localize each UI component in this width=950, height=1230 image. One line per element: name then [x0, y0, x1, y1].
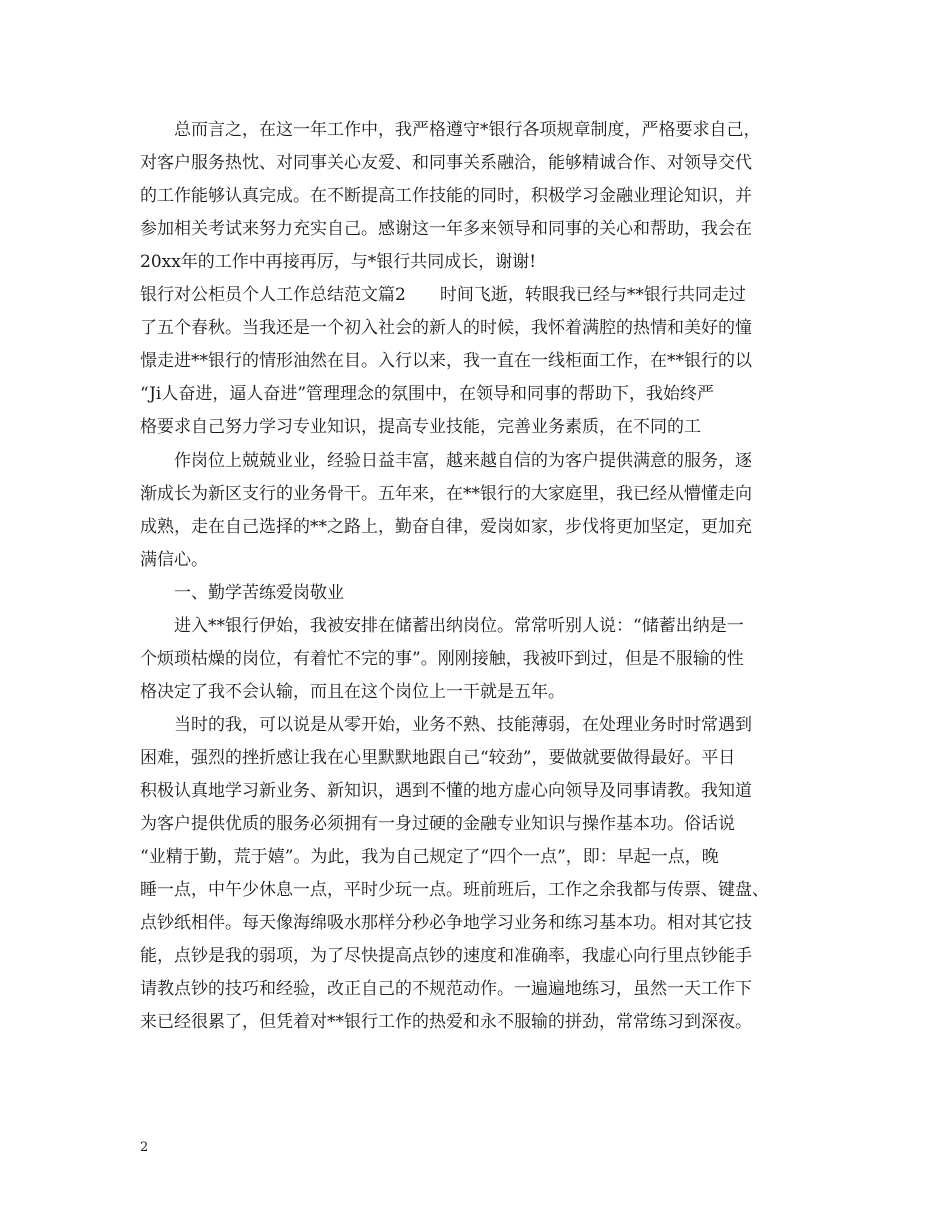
document-body — [140, 114, 820, 1039]
text-line: 对客户服务热忱、对同事关心友爱、和同事关系融洽，能够精诚合作、对领导交代 — [140, 153, 752, 173]
text-line: 请教点钞的技巧和经验，改正自己的不规范动作。一遍遍地练习，虽然一天工作下 — [140, 979, 752, 999]
text-line: 为客户提供优质的服务必须拥有一身过硬的金融专业知识与操作基本功。俗话说 — [140, 814, 735, 834]
text-line: 作岗位上兢兢业业，经验日益丰富，越来越自信的为客户提供满意的服务，逐 — [174, 451, 752, 471]
text-line: “业精于勤，荒于嬉”。为此，我为自己规定了“四个一点”，即：早起一点，晚 — [140, 847, 719, 867]
text-line: 睡一点，中午少休息一点，平时少玩一点。班前班后，工作之余我都与传票、键盘、 — [140, 880, 769, 900]
text-line: 参加相关考试来努力充实自己。感谢这一年多来领导和同事的关心和帮助，我会在 — [140, 219, 752, 239]
text-line: 积极认真地学习新业务、新知识，遇到不懂的地方虚心向领导及同事请教。我知道 — [140, 781, 752, 801]
text-line: 困难，强烈的挫折感让我在心里默默地跟自己“较劲”，要做就要做得最好。平日 — [140, 748, 736, 768]
text-line: “Ji人奋进，逼人奋进”管理理念的氛围中，在领导和同事的帮助下，我始终严 — [140, 384, 715, 404]
text-line: 当时的我，可以说是从零开始，业务不熟、技能薄弱，在处理业务时时常遇到 — [174, 715, 752, 735]
text-line: 满信心。 — [140, 550, 208, 570]
text-line: 个烦琐枯燥的岗位，有着忙不完的事”。刚刚接触，我被吓到过，但是不服输的性 — [140, 649, 744, 669]
text-line: 总而言之，在这一年工作中，我严格遵守*银行各项规章制度，严格要求自己， — [174, 120, 761, 140]
text-line: 格决定了我不会认输，而且在这个岗位上一干就是五年。 — [140, 682, 565, 702]
text-line: 能，点钞是我的弱项，为了尽快提高点钞的速度和准确率，我虚心向行里点钞能手 — [140, 946, 752, 966]
page-number: 2 — [140, 1140, 149, 1155]
text-line: 格要求自己努力学习专业知识，提高专业技能，完善业务素质，在不同的工 — [140, 417, 701, 437]
text-line: 成熟，走在自己选择的**之路上，勤奋自律，爱岗如家，步伐将更加坚定，更加充 — [140, 517, 752, 537]
text-line: 20xx年的工作中再接再厉，与*银行共同成长，谢谢! — [140, 252, 537, 272]
text-line: 来已经很累了，但凭着对**银行工作的热爱和永不服输的拼劲，常常练习到深夜。 — [140, 1012, 752, 1032]
text-line: 了五个春秋。当我还是一个初入社会的新人的时候，我怀着满腔的热情和美好的憧 — [140, 318, 752, 338]
section-heading-line: 银行对公柜员个人工作总结范文篇2 时间飞逝，转眼我已经与**银行共同走过 — [140, 285, 746, 305]
text-line: 点钞纸相伴。每天像海绵吸水那样分秒必争地学习业务和练习基本功。相对其它技 — [140, 913, 752, 933]
text-line: 渐成长为新区支行的业务骨干。五年来，在**银行的大家庭里，我已经从懵懂走向 — [140, 484, 752, 504]
text-line: 憬走进**银行的情形油然在目。入行以来，我一直在一线柜面工作，在**银行的以 — [140, 351, 752, 371]
text-line: 进入**银行伊始，我被安排在储蓄出纳岗位。常常听别人说：“储蓄出纳是一 — [174, 616, 744, 636]
subheading: 一、勤学苦练爱岗敬业 — [174, 583, 344, 603]
text-line: 的工作能够认真完成。在不断提高工作技能的同时，积极学习金融业理论知识，并 — [140, 186, 752, 206]
